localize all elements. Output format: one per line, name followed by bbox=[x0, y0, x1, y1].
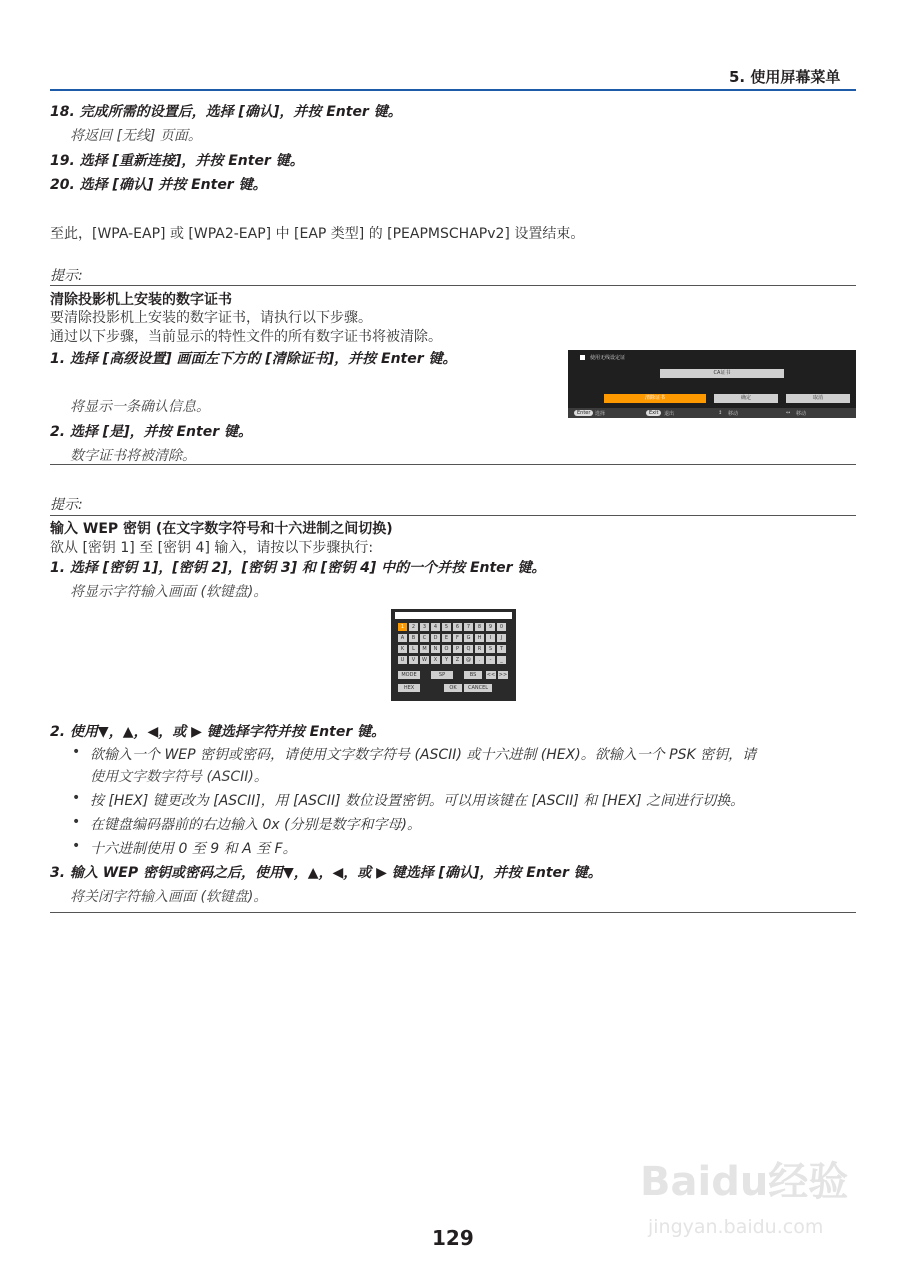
keyboard-key[interactable]: 5 bbox=[442, 623, 451, 631]
footer-move-1: 移动 bbox=[728, 411, 739, 417]
keyboard-key[interactable]: 7 bbox=[464, 623, 473, 631]
ca-certificate-button[interactable]: CA证书 bbox=[660, 369, 784, 378]
footer-exit: 退出 bbox=[664, 411, 675, 417]
step-20: 20. 选择 [确认] 并按 Enter 键。 bbox=[50, 177, 267, 193]
advanced-settings-screenshot bbox=[568, 350, 856, 418]
keyboard-key[interactable]: K bbox=[398, 645, 407, 653]
tip2-step-2: 2. 使用▼，▲，◀，或 ▶ 键选择字符并按 Enter 键。 bbox=[50, 724, 386, 740]
cancel-key[interactable]: CANCEL bbox=[464, 684, 492, 692]
certificate-checkbox-label: 使用无线设定证 bbox=[590, 355, 626, 361]
cancel-button[interactable]: 取消 bbox=[786, 394, 850, 403]
tip1-top-rule bbox=[50, 285, 856, 286]
keyboard-key[interactable]: R bbox=[475, 645, 484, 653]
keyboard-keys bbox=[398, 623, 507, 665]
keyboard-key[interactable]: 6 bbox=[453, 623, 462, 631]
tip1-step-1: 1. 选择 [高级设置] 画面左下方的 [清除证书]，并按 Enter 键。 bbox=[50, 351, 457, 367]
step-19: 19. 选择 [重新连接]，并按 Enter 键。 bbox=[50, 153, 304, 169]
page-number: 129 bbox=[432, 1226, 474, 1250]
bullet-2: • 按 [HEX] 键更改为 [ASCII]，用 [ASCII] 数位设置密钥。可以用该键在 [ASCII] 和 [HEX] 之间进行切换。 bbox=[90, 790, 744, 810]
updown-arrow-icon: ↕ bbox=[718, 410, 723, 416]
keyboard-key[interactable]: X bbox=[431, 656, 440, 664]
tip2-step-3-result: 将关闭字符输入画面 (软键盘)。 bbox=[70, 889, 268, 905]
keyboard-key[interactable]: - bbox=[486, 656, 495, 664]
keyboard-key[interactable]: L bbox=[409, 645, 418, 653]
keyboard-key[interactable]: H bbox=[475, 634, 484, 642]
keyboard-key[interactable]: 0 bbox=[497, 623, 506, 631]
keyboard-key[interactable]: C bbox=[420, 634, 429, 642]
ok-button[interactable]: 确定 bbox=[714, 394, 778, 403]
bullet-4: • 十六进制使用 0 至 9 和 A 至 F。 bbox=[90, 838, 297, 858]
keyboard-key[interactable]: U bbox=[398, 656, 407, 664]
keyboard-key[interactable]: Y bbox=[442, 656, 451, 664]
screen-footer bbox=[568, 408, 856, 418]
keyboard-key[interactable]: G bbox=[464, 634, 473, 642]
keyboard-key[interactable]: N bbox=[431, 645, 440, 653]
tip1-title: 清除投影机上安装的数字证书 bbox=[50, 292, 232, 308]
tip2-top-rule bbox=[50, 515, 856, 516]
hex-key[interactable]: HEX bbox=[398, 684, 420, 692]
tip2-step-1-result: 将显示字符输入画面 (软键盘)。 bbox=[70, 584, 268, 600]
soft-keyboard-screenshot bbox=[391, 609, 516, 701]
cursor-right-key[interactable]: >> bbox=[498, 672, 508, 678]
tip1-label: 提示: bbox=[50, 268, 83, 284]
leftright-arrow-icon: ↔ bbox=[786, 410, 791, 416]
exit-key-icon: Exit bbox=[646, 410, 661, 416]
footer-move-2: 移动 bbox=[796, 411, 807, 417]
keyboard-key[interactable]: Z bbox=[453, 656, 462, 664]
keyboard-key[interactable]: . bbox=[475, 656, 484, 664]
enter-key-icon: Enter bbox=[574, 410, 593, 416]
footer-select: 选择 bbox=[595, 411, 606, 417]
step-18-result: 将返回 [无线] 页面。 bbox=[70, 128, 202, 144]
tip2-bottom-rule bbox=[50, 912, 856, 913]
keyboard-input-field[interactable] bbox=[395, 612, 512, 619]
keyboard-key[interactable]: I bbox=[486, 634, 495, 642]
keyboard-key[interactable]: 3 bbox=[420, 623, 429, 631]
keyboard-key[interactable]: 9 bbox=[486, 623, 495, 631]
keyboard-key[interactable]: 1 bbox=[398, 623, 407, 631]
keyboard-key[interactable]: A bbox=[398, 634, 407, 642]
keyboard-key[interactable]: _ bbox=[497, 656, 506, 664]
tip2-line: 欲从 [密钥 1] 至 [密钥 4] 输入，请按以下步骤执行: bbox=[50, 540, 374, 556]
keyboard-key[interactable]: T bbox=[497, 645, 506, 653]
keyboard-key[interactable]: 8 bbox=[475, 623, 484, 631]
tip1-step-2-result: 数字证书将被清除。 bbox=[70, 448, 196, 464]
keyboard-key[interactable]: J bbox=[497, 634, 506, 642]
keyboard-key[interactable]: S bbox=[486, 645, 495, 653]
keyboard-key[interactable]: P bbox=[453, 645, 462, 653]
tip1-bottom-rule bbox=[50, 464, 856, 465]
keyboard-key[interactable]: E bbox=[442, 634, 451, 642]
keyboard-key[interactable]: V bbox=[409, 656, 418, 664]
keyboard-key[interactable]: D bbox=[431, 634, 440, 642]
keyboard-key[interactable]: Q bbox=[464, 645, 473, 653]
keyboard-key[interactable]: W bbox=[420, 656, 429, 664]
tip1-step-1-result: 将显示一条确认信息。 bbox=[70, 399, 210, 415]
backspace-key[interactable]: BS bbox=[464, 671, 482, 679]
tip2-step-3: 3. 输入 WEP 密钥或密码之后，使用▼，▲，◀，或 ▶ 键选择 [确认]，并按 Enter 键。 bbox=[50, 865, 602, 881]
keyboard-key[interactable]: F bbox=[453, 634, 462, 642]
tip2-label: 提示: bbox=[50, 497, 83, 513]
keyboard-key[interactable]: @ bbox=[466, 657, 471, 663]
conclusion-text: 至此，[WPA-EAP] 或 [WPA2-EAP] 中 [EAP 类型] 的 [PEAPMSCHAPv2] 设置结束。 bbox=[50, 226, 585, 242]
tip1-line-1: 要清除投影机上安装的数字证书，请执行以下步骤。 bbox=[50, 310, 372, 326]
bullet-1: • 欲输入一个 WEP 密钥或密码，请使用文字数字符号 (ASCII) 或十六进制 (HEX)。欲输入一个 PSK 密钥，请 bbox=[90, 744, 756, 764]
ok-key[interactable]: OK bbox=[444, 684, 462, 692]
space-key[interactable]: SP bbox=[431, 671, 453, 679]
keyboard-key[interactable]: 4 bbox=[431, 623, 440, 631]
clear-certificate-button[interactable]: 清除证书 bbox=[604, 394, 706, 403]
certificate-checkbox[interactable] bbox=[580, 355, 585, 360]
tip2-title: 输入 WEP 密钥 (在文字数字符号和十六进制之间切换) bbox=[50, 521, 393, 537]
mode-key[interactable]: MODE bbox=[398, 671, 420, 679]
tip1-step-2: 2. 选择 [是]，并按 Enter 键。 bbox=[50, 424, 252, 440]
tip1-line-2: 通过以下步骤，当前显示的特性文件的所有数字证书将被清除。 bbox=[50, 329, 442, 345]
watermark-logo: Baidu经验 bbox=[640, 1159, 849, 1205]
keyboard-key[interactable]: M bbox=[420, 645, 429, 653]
bullet-3: • 在键盘编码器前的右边输入 0x (分别是数字和字母)。 bbox=[90, 814, 421, 834]
watermark-url: jingyan.baidu.com bbox=[648, 1216, 824, 1238]
keyboard-key[interactable]: B bbox=[409, 634, 418, 642]
keyboard-key[interactable]: O bbox=[442, 645, 451, 653]
keyboard-key[interactable]: 2 bbox=[409, 623, 418, 631]
cursor-left-key[interactable]: << bbox=[486, 672, 496, 678]
bullet-1-continued: 使用文字数字符号 (ASCII)。 bbox=[90, 769, 268, 785]
step-18: 18. 完成所需的设置后，选择 [确认]，并按 Enter 键。 bbox=[50, 104, 402, 120]
header-rule bbox=[50, 89, 856, 91]
tip2-step-1: 1. 选择 [密钥 1]，[密钥 2]，[密钥 3] 和 [密钥 4] 中的一个并按 Enter 键。 bbox=[50, 560, 546, 576]
chapter-header: 5. 使用屏幕菜单 bbox=[729, 68, 841, 86]
